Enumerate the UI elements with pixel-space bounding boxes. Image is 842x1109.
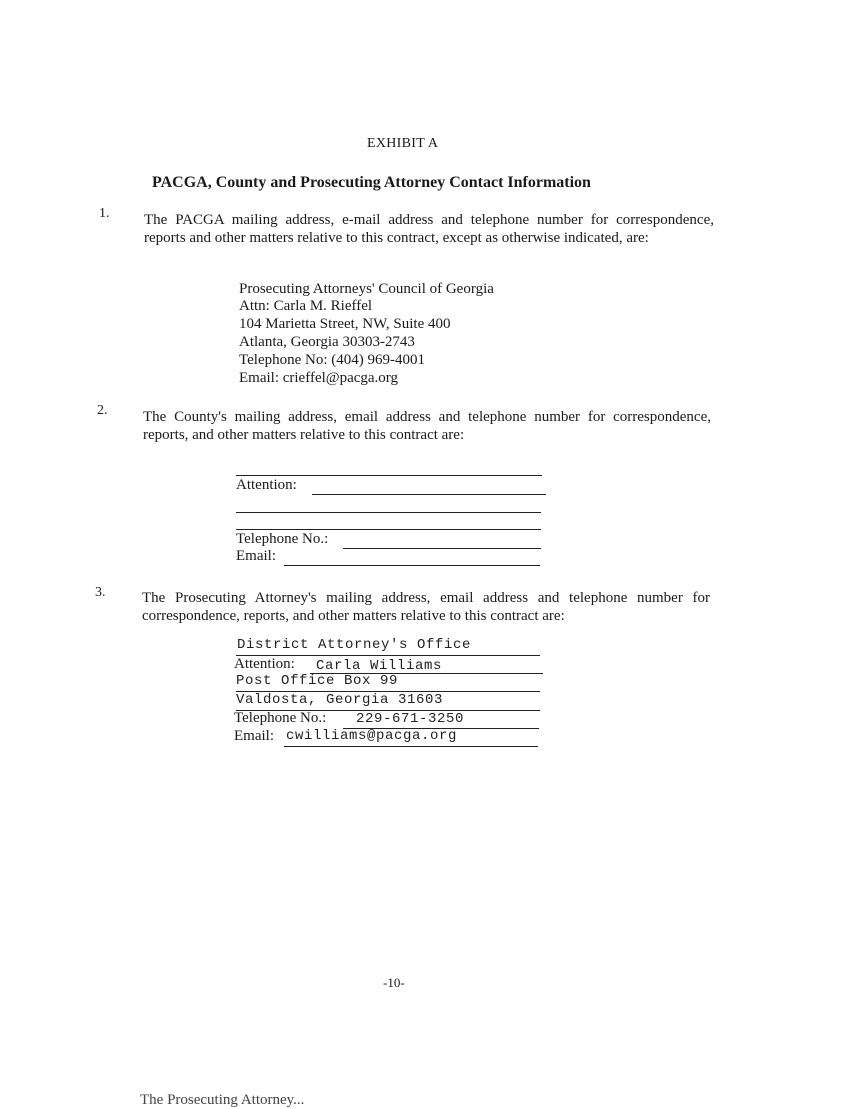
county-email-line [284,565,540,566]
pacga-street: 104 Marietta Street, NW, Suite 400 [239,316,451,332]
pacga-org: Prosecuting Attorneys' Council of Georgia [239,281,494,297]
county-blank-line-1 [236,475,542,476]
item-1-text: The PACGA mailing address, e-mail address and telephone number for correspondence, reports and other matters relative to this contract, except as otherwise indicated, are: [144,212,714,246]
pacga-email: Email: crieffel@pacga.org [239,370,399,386]
county-blank-line-2 [236,512,541,513]
item-1-number: 1. [99,206,110,221]
county-blank-line-3 [236,529,541,530]
county-attention-label: Attention: [236,477,297,493]
pacga-phone: Telephone No: (404) 969-4001 [239,352,425,368]
county-attention-line [312,494,546,495]
county-email-label: Email: [236,548,276,564]
item-3-number: 3. [95,585,106,600]
item-2-text: The County's mailing address, email address and telephone number for correspondence, reports, and other matters relative to this contract are: [143,409,711,443]
prosecutor-attention-label: Attention: [234,656,295,672]
prosecutor-telephone-value: 229-671-3250 [356,711,465,727]
prosecutor-email-value: cwilliams@pacga.org [286,728,458,744]
pacga-attn: Attn: Carla M. Rieffel [239,298,373,314]
section-title: PACGA, County and Prosecuting Attorney Contact Information [152,174,591,191]
bottom-cutoff-text: The Prosecuting Attorney... [140,1092,305,1108]
prosecutor-city: Valdosta, Georgia 31603 [236,692,444,708]
county-telephone-line [343,548,541,549]
prosecutor-email-line [284,746,538,747]
prosecutor-attention-value: Carla Williams [316,658,443,674]
item-2-number: 2. [97,403,108,418]
county-telephone-label: Telephone No.: [236,531,329,547]
prosecutor-office: District Attorney's Office [237,637,472,653]
item-3-text: The Prosecuting Attorney's mailing address, email address and telephone number for correspondence, reports, and other matters relative to this contract are: [142,590,710,624]
prosecutor-email-label: Email: [234,728,274,744]
exhibit-title: EXHIBIT A [367,136,439,151]
prosecutor-street: Post Office Box 99 [236,673,399,689]
page-number: -10- [383,975,405,990]
pacga-city: Atlanta, Georgia 30303-2743 [239,334,415,350]
prosecutor-telephone-label: Telephone No.: [234,710,327,726]
